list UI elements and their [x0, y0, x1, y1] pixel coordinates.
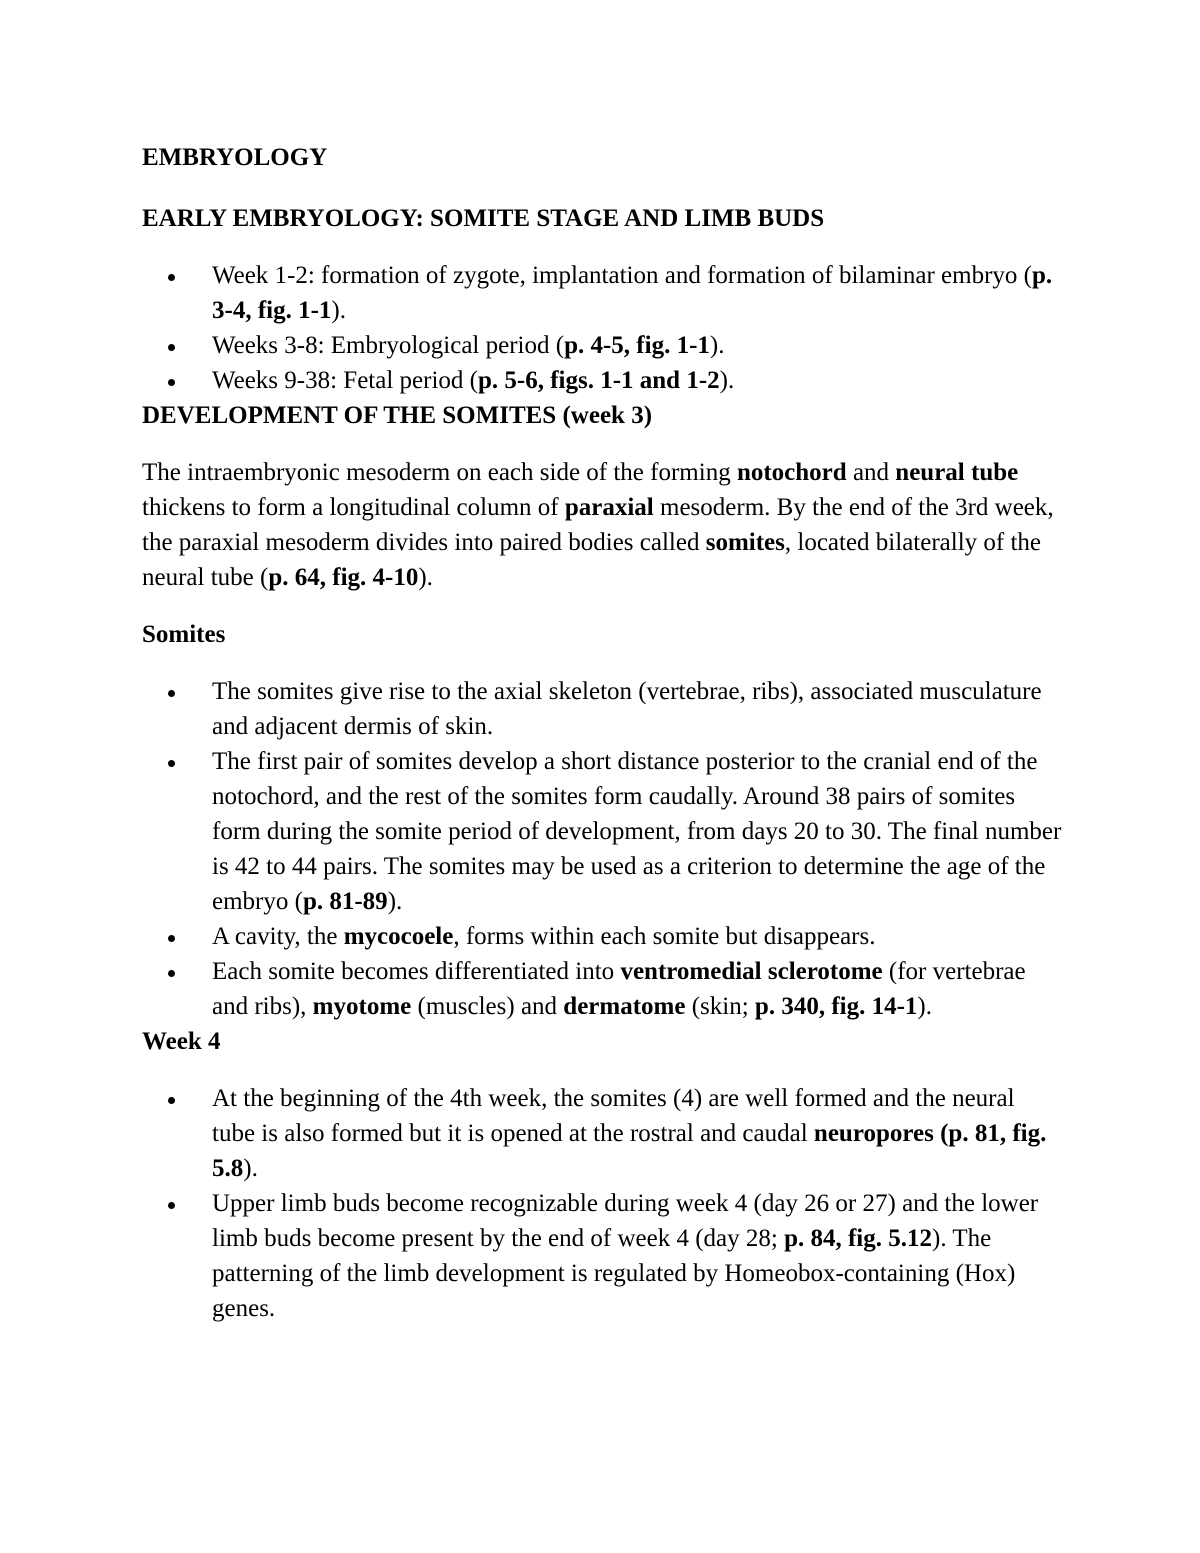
somites-list: [142, 674, 1062, 1024]
list-item: Each somite becomes differentiated into ventromedial sclerotome (for vertebrae and ribs), myotome (muscles) and dermatome (skin; p. 340, fig. 14-1).: [142, 954, 1062, 1024]
list-item: The somites give rise to the axial skeleton (vertebrae, ribs), associated musculature and adjacent dermis of skin.: [142, 674, 1062, 744]
section-heading-week4: Week 4: [142, 1028, 221, 1055]
list-item: Upper limb buds become recognizable during week 4 (day 26 or 27) and the lower limb buds become present by the end of week 4 (day 28; p. 84, fig. 5.12). The patterning of the limb development is regulated by Homeobox-containing (Hox) genes.: [142, 1186, 1062, 1326]
list-item: The first pair of somites develop a short distance posterior to the cranial end of the notochord, and the rest of the somites form caudally. Around 38 pairs of somites form during the somite period of development, from days 20 to 30. The final number is 42 to 44 pairs. The somites may be used as a criterion to determine the age of the embryo (p. 81-89).: [142, 744, 1062, 919]
list-item: Weeks 3-8: Embryological period (p. 4-5, fig. 1-1).: [142, 328, 1062, 363]
document-title: EMBRYOLOGY: [142, 144, 328, 171]
development-paragraph: The intraembryonic mesoderm on each side of the forming notochord and neural tube thickens to form a longitudinal column of paraxial mesoderm. By the end of the 3rd week, the paraxial mesoderm divides into paired bodies called somites, located bilaterally of the neural tube (p. 64, fig. 4-10).: [142, 459, 1054, 591]
document-page: [142, 140, 1062, 1326]
week4-list: [142, 1081, 1062, 1326]
document-subtitle: EARLY EMBRYOLOGY: SOMITE STAGE AND LIMB BUDS: [142, 205, 825, 232]
section-heading-development: DEVELOPMENT OF THE SOMITES (week 3): [142, 402, 653, 429]
list-item: At the beginning of the 4th week, the somites (4) are well formed and the neural tube is also formed but it is opened at the rostral and caudal neuropores (p. 81, fig. 5.8).: [142, 1081, 1062, 1186]
list-item: Week 1-2: formation of zygote, implantation and formation of bilaminar embryo (p. 3-4, fig. 1-1).: [142, 258, 1062, 328]
list-item: Weeks 9-38: Fetal period (p. 5-6, figs. 1-1 and 1-2).: [142, 363, 1062, 398]
list-item: A cavity, the mycocoele, forms within each somite but disappears.: [142, 919, 1062, 954]
timeline-list: [142, 258, 1062, 398]
section-heading-somites: Somites: [142, 621, 226, 648]
